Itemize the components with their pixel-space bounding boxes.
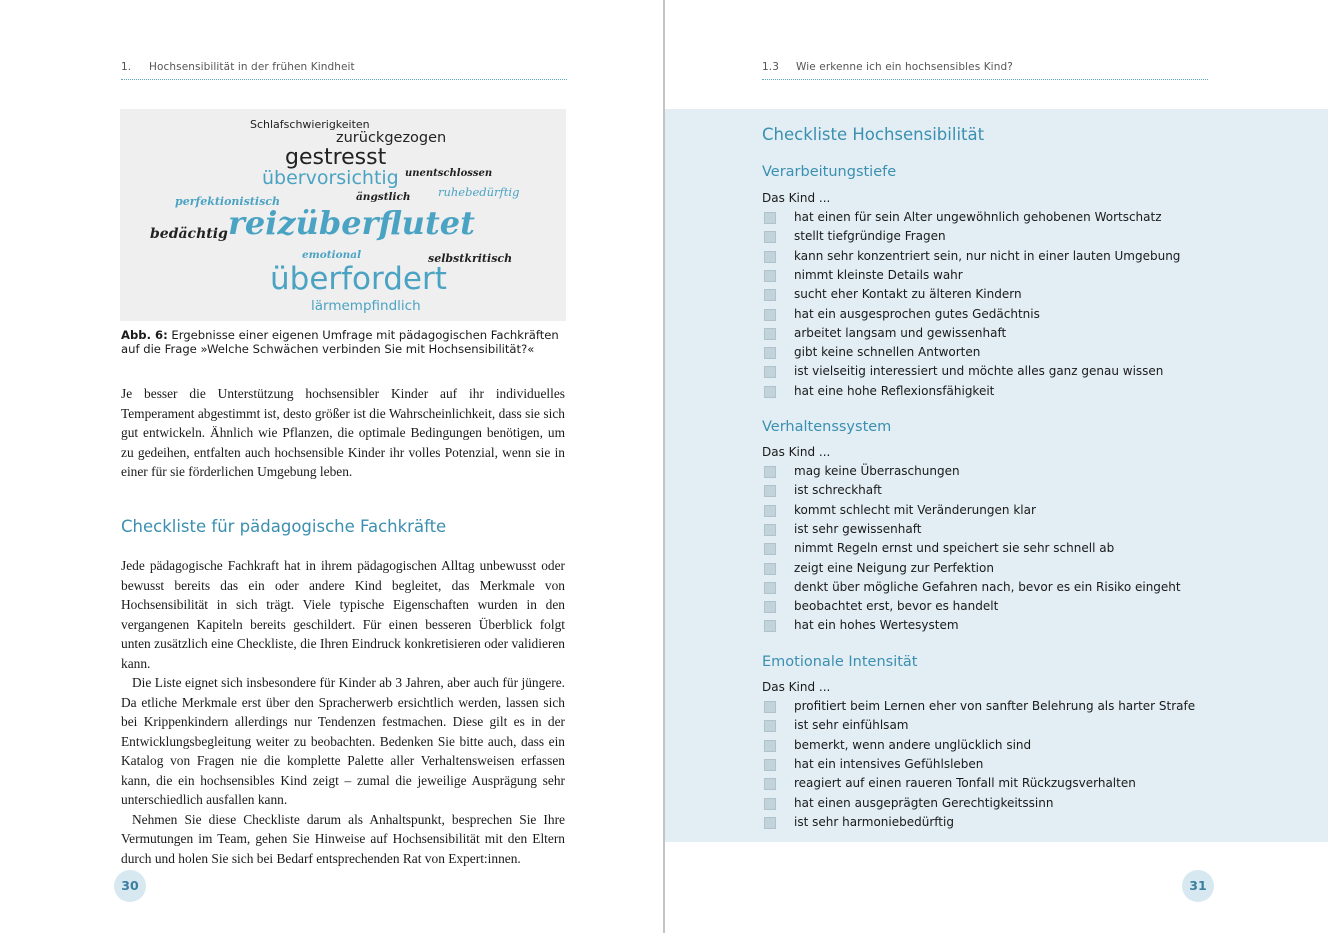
cloud-word: überfordert	[270, 261, 447, 297]
caption-text: Ergebnisse einer eigenen Umfrage mit pädagogischen Fachkräften auf die Frage »Welche Schwächen verbinden Sie mit Hochsensibilität?«	[121, 328, 559, 357]
checklist-title: Checkliste Hochsensibilität	[762, 125, 985, 144]
checkbox[interactable]	[764, 543, 776, 555]
cloud-word: reizüberflutet	[228, 204, 475, 242]
checkbox[interactable]	[764, 740, 776, 752]
checklist-item-text: hat einen für sein Alter ungewöhnlich gehobenen Wortschatz	[794, 210, 1162, 224]
checklist-item-text: gibt keine schnellen Antworten	[794, 345, 981, 360]
checklist-section-title: Verarbeitungstiefe	[762, 164, 897, 180]
right-chapter-title: Wie erkenne ich ein hochsensibles Kind?	[796, 61, 1013, 73]
checklist-item-text: hat ein intensives Gefühlsleben	[794, 756, 984, 771]
cloud-word: unentschlossen	[405, 168, 493, 179]
checkbox[interactable]	[764, 601, 776, 613]
checkbox[interactable]	[764, 347, 776, 359]
checkbox[interactable]	[764, 524, 776, 536]
checklist-item-text: arbeitet langsam und gewissenhaft	[794, 325, 1007, 340]
checkbox[interactable]	[764, 270, 776, 282]
checklist-section-title: Emotionale Intensität	[762, 654, 918, 670]
cloud-word: lärmempfindlich	[311, 298, 421, 314]
checkbox[interactable]	[764, 212, 776, 224]
checklist-item-text: ist sehr gewissenhaft	[794, 521, 922, 536]
checkbox[interactable]	[764, 466, 776, 478]
cloud-word: selbstkritisch	[428, 252, 513, 265]
checklist-item-text: reagiert auf einen raueren Tonfall mit Rückzugsverhalten	[794, 776, 1136, 791]
checklist-item-text: ist vielseitig interessiert und möchte alles ganz genau wissen	[794, 364, 1164, 379]
cloud-word: perfektionistisch	[175, 195, 280, 208]
body-paragraphs	[121, 556, 565, 868]
body-paragraph: Jede pädagogische Fachkraft hat in ihrem pädagogischen Alltag unbewusst oder bewusst bereits das ein oder andere Kind begleitet, das Merkmale von Hochsensibilität in sich trägt. Viele typische Eigenschaften wurden in den vergangenen Kapiteln bereits geschildert. Für einen besseren Überblick folgt unten zusätzlich eine Checkliste, die Ihren Eindruck konkretisieren oder validieren kann.	[121, 558, 565, 671]
checkbox[interactable]	[764, 505, 776, 517]
checkbox[interactable]	[764, 251, 776, 263]
checklist-item-text: hat einen ausgeprägten Gerechtigkeitssinn	[794, 795, 1054, 810]
checklist-item-text: zeigt eine Neigung zur Perfektion	[794, 560, 994, 575]
body-paragraph: Nehmen Sie diese Checkliste darum als Anhaltspunkt, besprechen Sie Ihre Vermutungen im Team, gehen Sie Hinweise auf Hochsensibilität mit den Eltern durch und holen Sie sich bei Bedarf entsprechenden Rat von Expert:innen.	[121, 811, 565, 866]
left-header-rule	[121, 79, 567, 80]
cloud-word: zurückgezogen	[336, 130, 447, 146]
checklist-section-title: Verhaltenssystem	[762, 419, 892, 435]
checklist-item-text: ist schreckhaft	[794, 483, 882, 498]
checklist-item-text: profitiert beim Lernen eher von sanfter Belehrung als harter Strafe	[794, 699, 1196, 713]
checklist-item-text: nimmt kleinste Details wahr	[794, 267, 963, 282]
right-header-rule	[762, 79, 1208, 80]
figure-caption	[121, 328, 567, 357]
left-running-head	[121, 61, 355, 73]
cloud-word: ruhebedürftig	[438, 185, 520, 199]
checkbox[interactable]	[764, 231, 776, 243]
checkbox[interactable]	[764, 563, 776, 575]
cloud-word: bedächtig	[150, 226, 228, 242]
checklist-lead: Das Kind ...	[762, 445, 831, 459]
checklist-lead: Das Kind ...	[762, 191, 831, 205]
checkbox[interactable]	[764, 386, 776, 398]
checkbox[interactable]	[764, 759, 776, 771]
checklist-lead: Das Kind ...	[762, 680, 831, 694]
left-chapter-number: 1.	[121, 61, 132, 73]
page-number-right: 31	[1182, 870, 1214, 902]
checkbox[interactable]	[764, 289, 776, 301]
checkbox[interactable]	[764, 798, 776, 810]
checklist-item-text: hat ein ausgesprochen gutes Gedächtnis	[794, 306, 1040, 321]
word-cloud-figure	[120, 109, 566, 321]
left-chapter-title: Hochsensibilität in der frühen Kindheit	[149, 61, 355, 73]
right-chapter-number: 1.3	[762, 61, 779, 73]
checkbox[interactable]	[764, 328, 776, 340]
checkbox[interactable]	[764, 582, 776, 594]
checklist-item-text: kann sehr konzentriert sein, nur nicht in einer lauten Umgebung	[794, 248, 1181, 263]
checklist-item-text: mag keine Überraschungen	[794, 464, 960, 478]
checkbox[interactable]	[764, 366, 776, 378]
cloud-word: ängstlich	[356, 191, 411, 203]
checkbox[interactable]	[764, 620, 776, 632]
cloud-word: übervorsichtig	[262, 167, 399, 189]
checklist-item-text: denkt über mögliche Gefahren nach, bevor es ein Risiko eingeht	[794, 579, 1181, 594]
checkbox[interactable]	[764, 309, 776, 321]
checklist-item-text: kommt schlecht mit Veränderungen klar	[794, 502, 1036, 517]
cloud-word: gestresst	[285, 145, 387, 170]
checkbox[interactable]	[764, 485, 776, 497]
body-paragraph: Die Liste eignet sich insbesondere für Kinder ab 3 Jahren, aber auch für jüngere. Da etliche Merkmale erst über den Spracherwerb ersichtlich werden, lassen sich bei Krippenkindern allerdings nur Tendenzen festmachen. Diese gilt es in der Entwicklungsbegleitung weiter zu beobachten. Bedenken Sie bitte auch, dass ein Katalog von Fragen nie die komplette Palette aller Verhaltensweisen erfassen kann, die ein hochsensibles Kind zeigt – zumal die jeweilige Ausprägung sehr unterschiedlich ausfallen kann.	[121, 675, 565, 807]
checklist-item-text: beobachtet erst, bevor es handelt	[794, 599, 999, 614]
checklist-item-text: bemerkt, wenn andere unglücklich sind	[794, 737, 1032, 752]
checklist-item-text: ist sehr harmoniebedürftig	[794, 814, 954, 829]
cloud-word: Schlafschwierigkeiten	[250, 118, 370, 131]
checklist-item-text: hat eine hohe Reflexionsfähigkeit	[794, 383, 995, 398]
checklist-item-text: stellt tiefgründige Fragen	[794, 229, 946, 244]
checkbox[interactable]	[764, 778, 776, 790]
checkbox[interactable]	[764, 817, 776, 829]
checklist-item-text: hat ein hohes Wertesystem	[794, 618, 959, 633]
section-heading: Checkliste für pädagogische Fachkräfte	[121, 517, 447, 536]
body-paragraph: Je besser die Unterstützung hochsensibler Kinder auf ihr individuelles Temperament abgestimmt ist, desto größer ist die Wahrscheinlichkeit, dass sie sich gut entwickeln. Ähnlich wie Pflanzen, die optimale Bedingungen benötigen, um zu gedeihen, entfalten auch hochsensible Kinder ihr volles Potenzial, wenn sie in einer für sie förderlichen Umgebung leben.	[121, 386, 565, 479]
right-running-head	[762, 61, 1013, 73]
checkbox[interactable]	[764, 720, 776, 732]
checklist-item-text: sucht eher Kontakt zu älteren Kindern	[794, 287, 1022, 302]
checklist-item-text: nimmt Regeln ernst und speichert sie sehr schnell ab	[794, 541, 1115, 556]
cloud-word: emotional	[302, 249, 362, 261]
caption-label: Abb. 6:	[121, 328, 168, 342]
page-number-left: 30	[114, 870, 146, 902]
checklist-item-text: ist sehr einfühlsam	[794, 718, 909, 733]
checkbox[interactable]	[764, 701, 776, 713]
